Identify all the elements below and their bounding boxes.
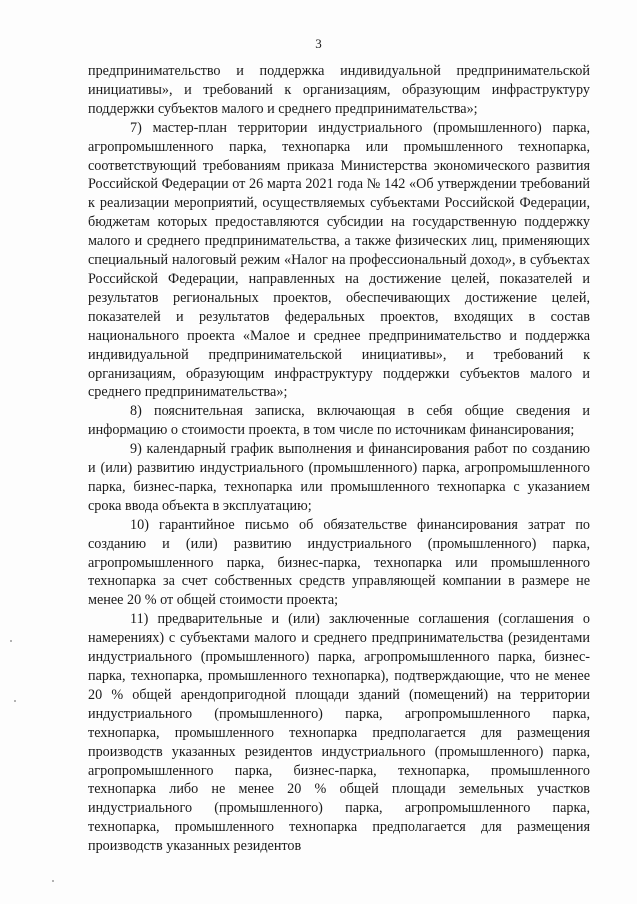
paragraph-continuation: предпринимательство и поддержка индивидуальной предпринимательской инициативы», и требований к организациям, образующим инфраструктуру поддержки субъектов малого и среднего предпринимательства»; [88, 63, 590, 117]
scan-speck [10, 640, 12, 642]
scan-speck [14, 700, 16, 702]
scan-speck [52, 880, 54, 882]
page-number: 3 [315, 36, 322, 51]
paragraph-item-11: 11) предварительные и (или) заключенные соглашения (соглашения о намерениях) с субъектами малого и среднего предпринимательства (резидентами индустриального (промышленного) парка, агропромышленного парка, бизнес-парка, технопарка, промышленного технопарка), подтверждающие, что не менее 20 % общей арендопригодной площади зданий (помещений) на территории индустриального (промышленного) парка, агропромышленного парка, технопарка, промышленного технопарка предполагается для размещения производств указанных резидентов индустриального (промышленного) парка, агропромышленного парка, бизнес-парка, технопарка, промышленного технопарка либо не менее 20 % общей площади земельных участков индустриального (промышленного) парка, агропромышленного парка, технопарка, промышленного технопарка предполагается для размещения производств указанных резидентов [88, 611, 590, 855]
document-body [88, 62, 590, 856]
paragraph-item-9: 9) календарный график выполнения и финансирования работ по созданию и (или) развитию индустриального (промышленного) парка, агропромышленного парка, бизнес-парка, технопарка или промышленного технопарка с указанием срока ввода объекта в эксплуатацию; [88, 441, 590, 514]
paragraph-item-10: 10) гарантийное письмо об обязательстве финансирования затрат по созданию и (или) развитию индустриального (промышленного) парка, агропромышленного парка, бизнес-парка, технопарка или промышленного технопарка за счет собственных средств управляющей компании в размере не менее 20 % от общей стоимости проекта; [88, 516, 590, 609]
paragraph-item-8: 8) пояснительная записка, включающая в себя общие сведения и информацию о стоимости проекта, в том числе по источникам финансирования; [88, 403, 590, 439]
paragraph-item-7: 7) мастер-план территории индустриального (промышленного) парка, агропромышленного парка, технопарка или промышленного технопарка, соответствующий требованиям приказа Министерства экономического развития Российской Федерации от 26 марта 2021 года № 142 «Об утверждении требований к реализации мероприятий, осуществляемых субъектами Российской Федерации, бюджетам которых предоставляются субсидии на государственную поддержку малого и среднего предпринимательства, а также физических лиц, применяющих специальный налоговый режим «Налог на профессиональный доход», в субъектах Российской Федерации, направленных на достижение целей, показателей и результатов региональных проектов, обеспечивающих достижение целей, показателей и результатов федеральных проектов, входящих в состав национального проекта «Малое и среднее предпринимательство и поддержка индивидуальной предпринимательской инициативы», и требований к организациям, образующим инфраструктуру поддержки субъектов малого и среднего предпринимательства»; [88, 119, 590, 401]
